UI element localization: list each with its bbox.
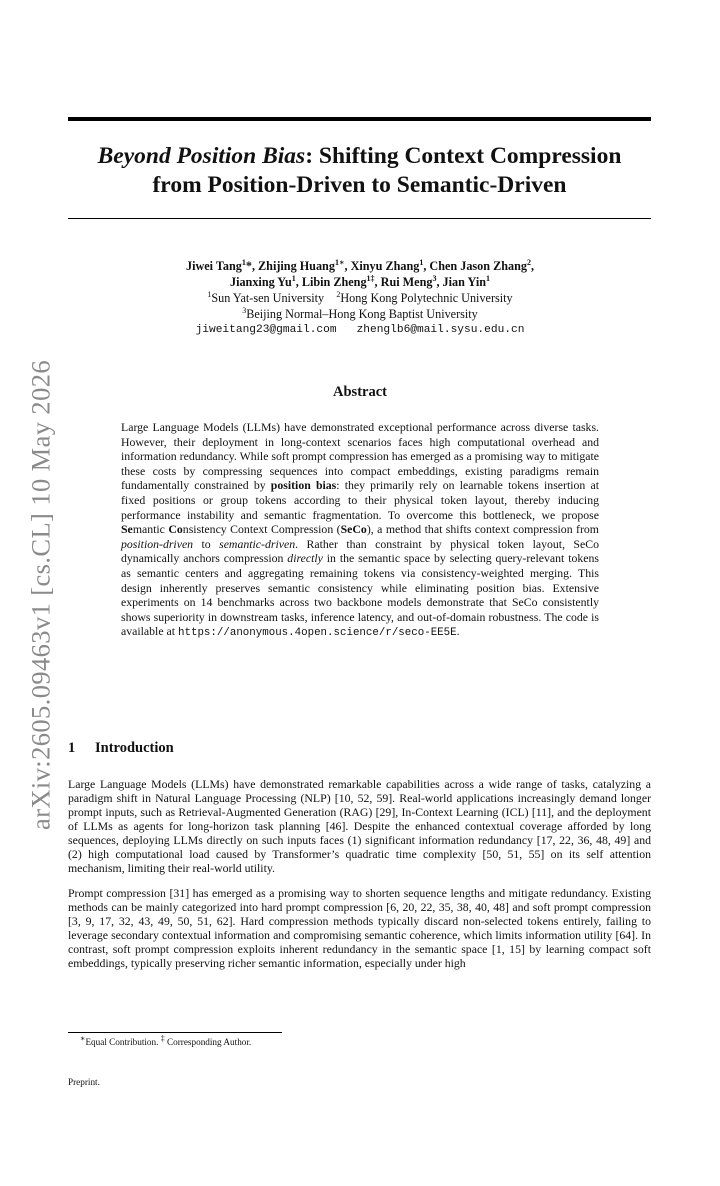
author-block (100, 258, 620, 338)
title-bottom-rule (68, 218, 651, 219)
title-top-rule (68, 117, 651, 121)
author-emails (100, 322, 620, 338)
code-url[interactable]: https://anonymous.4open.science/r/seco-EE5E (178, 627, 457, 640)
footnote-rule (68, 1032, 282, 1033)
title-line-2: from Position-Driven to Semantic-Driven (152, 172, 567, 198)
intro-paragraph-2: Prompt compression [31] has emerged as a promising way to shorten sequence lengths and mitigate redundancy. Existing methods can be mainly categorized into hard prompt compression [6, 20, 22, 35, 38, 40, 48] and soft prompt compression [3, 9, 17, 32, 43, 49, 50, 51, 62]. Hard compression methods typically discard non-selected tokens entirely, failing to leverage secondary contextual information and compromising semantic coherence, which limits information utility [64]. In contrast, soft prompt compression exploits inherent redundancy in the semantic space [1, 15] by learning compact soft embeddings, typically preserving richer semantic information, especially under high (68, 886, 651, 970)
intro-paragraph-1: Large Language Models (LLMs) have demonstrated remarkable capabilities across a wide range of tasks, catalyzing a paradigm shift in Natural Language Processing (NLP) [10, 52, 59]. Real-world applications increasingly demand longer prompt inputs, such as Retrieval-Augmented Generation (RAG) [29], In-Context Learning (ICL) [11], and the deployment of LLMs as agents for long-horizon task planning [46]. Despite the enhanced contextual coverage afforded by long sequences, deploying LLMs directly on such inputs faces (1) significant information redundancy [17, 22, 36, 48, 49] and (2) high computational load caused by Transformer’s quadratic time complexity [50, 51, 55] on its self attention mechanism, limiting their real-world utility. (68, 777, 651, 875)
affiliations-line-1: $^1$Sun Yat-sen University $^2$Hong Kong Polytechnic University (207, 289, 513, 305)
author-names: Jiwei Tang$^1$*, Zhijing Huang$^{1∗}$, Xinyu Zhang$^1$, Chen Jason Zhang$^2$, Jianxing Yu$^1$, Libin Zheng$^{1\ddagger}$, Rui Meng$^3$, Jian Yin$^1$ (185, 257, 535, 289)
footnote: ∗Equal Contribution. ‡ Corresponding Author. (80, 1033, 252, 1047)
email-2[interactable]: zhenglb6@mail.sysu.edu.cn (356, 324, 525, 336)
section-title: Introduction (95, 740, 174, 756)
title-rest: : Shifting Context Compression (305, 143, 622, 169)
paper-title (68, 142, 651, 200)
title-italic-part: Beyond Position Bias (97, 143, 306, 169)
section-number: 1 (68, 740, 76, 756)
affiliations-line-2: $^3$Beijing Normal–Hong Kong Baptist University (242, 305, 478, 321)
abstract-heading: Abstract (333, 384, 387, 400)
arxiv-sidebar (18, 330, 64, 860)
section-heading-introduction (68, 740, 174, 757)
preprint-label: Preprint. (68, 1077, 100, 1087)
email-1[interactable]: jiweitang23@gmail.com (195, 324, 337, 336)
arxiv-identifier: arXiv:2605.09463v1 [cs.CL] 10 May 2026 (25, 359, 56, 831)
abstract-body: Large Language Models (LLMs) have demonstrated exceptional performance across diverse tasks. However, their deployment in long-context scenarios faces high computational overhead and information redundancy. While soft prompt compression has emerged as a promising way to mitigate these costs by compressing sequences into compact embeddings, existing paradigms remain fundamentally constrained by position bias: they primarily rely on learnable tokens insertion at fixed positions or group tokens according to their physical token layout, thereby inducing performance instability and semantic fragmentation. To overcome this bottleneck, we propose Semantic Consistency Context Compression (SeCo), a method that shifts context compression from position-driven to semantic-driven. Rather than constraint by physical token layout, SeCo dynamically anchors compression directly in the semantic space by selecting query-relevant tokens as semantic centers and aggregating remaining tokens via consistency-weighted merging. This design inherently preserves semantic consistency while eliminating position bias. Extensive experiments on 14 benchmarks across two backbone models demonstrate that SeCo consistently shows superiority in downstream tasks, inference latency, and out-of-domain robustness. The code is available at https://anonymous.4open.science/r/seco-EE5E. (121, 420, 599, 640)
